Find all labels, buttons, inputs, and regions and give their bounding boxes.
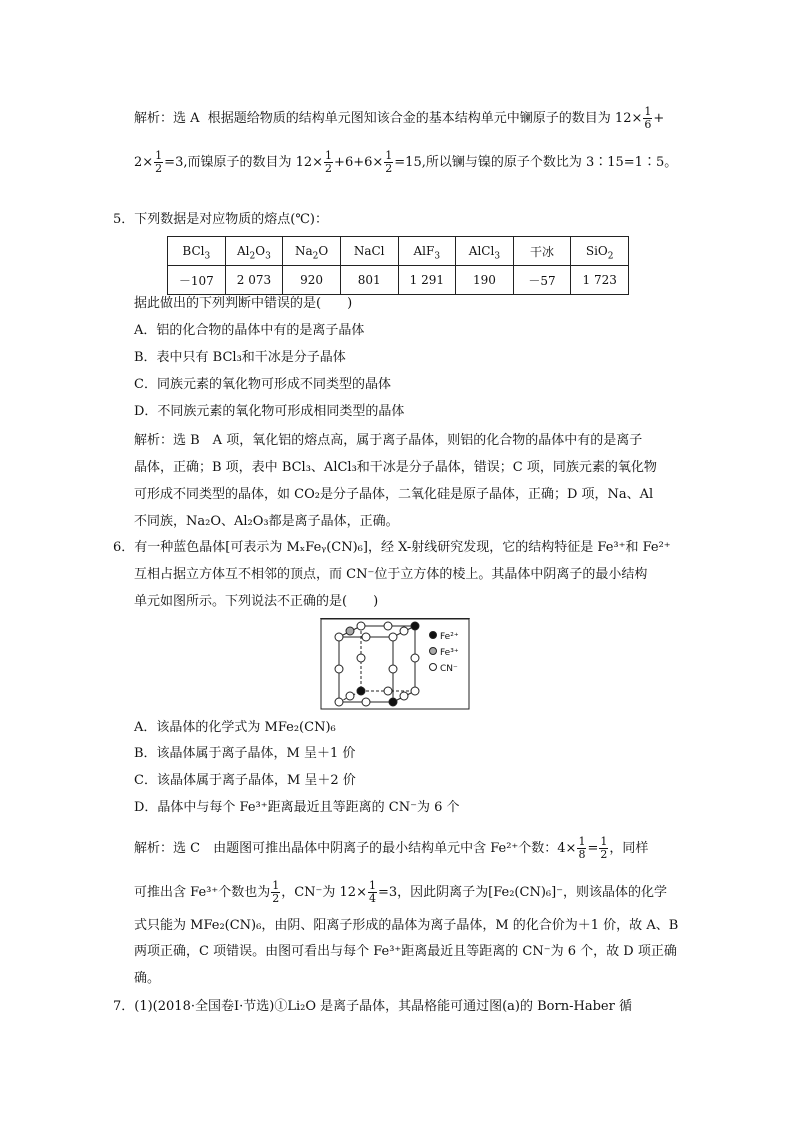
q5-option-a: A．铝的化合物的晶体中有的是离子晶体 (134, 323, 365, 338)
q6-text: 可推出含 Fe³⁺个数也为 (134, 885, 271, 900)
q5-option-c: C．同族元素的氧化物可形成不同类型的晶体 (134, 377, 391, 392)
table-cell: BCl$_3$ (168, 237, 226, 266)
legend-fe3: Fe³⁺ (440, 648, 459, 658)
table-cell: 190 (456, 266, 514, 295)
table-cell: $Na_2O$ (283, 237, 341, 266)
q5-question: 据此做出的下列判断中错误的是( ) (134, 296, 353, 311)
q6-explanation-line-3: 式只能为 MFe₂(CN)₆，由阴、阳离子形成的晶体为离子晶体，M 的化合价为＋1 价，故 A、B (134, 918, 679, 933)
fraction: $\frac{1}{2}$ (155, 149, 163, 175)
table-cell: 1 291 (398, 266, 456, 295)
fe2-legend-icon (430, 632, 437, 639)
q5-option-d: D．不同族元素的氧化物可形成相同类型的晶体 (134, 404, 405, 419)
q4-text: 根据题给物质的结构单元图知该合金的基本结构单元中镧原子的数目为 12× (207, 111, 643, 126)
q4-answer-prefix: 解析：选 A (134, 111, 200, 126)
cn-legend-icon (430, 664, 437, 671)
fe3-legend-icon (430, 648, 437, 655)
q6-explanation-line-5: 确。 (134, 971, 161, 986)
table-row (168, 266, 629, 295)
q5-option-b: B．表中只有 BCl₃和干冰是分子晶体 (134, 350, 346, 365)
fraction: $\frac{1}{2}$ (272, 879, 280, 905)
q6-stem: 单元如图所示。下列说法不正确的是( ) (134, 594, 379, 609)
table-cell: －107 (168, 266, 226, 295)
fraction: $\frac{1}{6}$ (644, 105, 652, 131)
q6-option-c: C．该晶体属于离子晶体，M 呈＋2 价 (134, 773, 356, 788)
q5-explanation: 解析：选 B A 项，氧化铝的熔点高，属于离子晶体，则铝的化合物的晶体中有的是离子 (134, 433, 643, 448)
q6-text: = (587, 841, 599, 856)
table-cell: AlCl$_3$ (456, 237, 514, 266)
table-cell: 801 (340, 266, 398, 295)
q5-stem: 5．下列数据是对应物质的熔点(℃)： (113, 212, 328, 227)
table-cell: 干冰 (513, 237, 571, 266)
fraction: $\frac{1}{2}$ (325, 149, 333, 175)
q6-text: ，CN⁻为 12× (281, 885, 367, 900)
fraction: $\frac{1}{4}$ (368, 879, 376, 905)
fraction: $\frac{1}{2}$ (600, 835, 608, 861)
q6-option-b: B．该晶体属于离子晶体，M 呈＋1 价 (134, 746, 356, 761)
q6-text: 解析：选 C 由题图可推出晶体中阴离子的最小结构单元中含 Fe²⁺个数：4× (134, 841, 577, 856)
fraction: $\frac{1}{2}$ (385, 149, 393, 175)
q6-stem: 互相占据立方体互不相邻的顶点，而 CN⁻位于立方体的棱上。其晶体中阴离子的最小结构 (134, 567, 648, 582)
q4-text: 2× (134, 155, 154, 170)
table-cell: SiO$_2$ (571, 237, 629, 266)
q6-text: ，同样 (609, 841, 649, 856)
crystal-cell-figure (320, 618, 470, 710)
fraction: $\frac{1}{8}$ (578, 835, 586, 861)
q4-text: =15,所以镧与镍的原子个数比为 3∶15=1∶5。 (394, 155, 678, 170)
table-cell: 2 073 (225, 266, 283, 295)
q6-option-a: A．该晶体的化学式为 MFe₂(CN)₆ (134, 720, 336, 735)
q4-text: + (653, 111, 665, 126)
q5-explanation: 可形成不同类型的晶体，如 CO₂是分子晶体，二氧化硅是原子晶体，正确；D 项，Na、Al (134, 487, 654, 502)
q5-explanation: 不同族，Na₂O、Al₂O₃都是离子晶体，正确。 (134, 514, 399, 529)
table-header-row (168, 237, 629, 266)
table-cell: AlF$_3$ (398, 237, 456, 266)
q6-text: =3，因此阴离子为[Fe₂(CN)₆]⁻，则该晶体的化学 (377, 885, 668, 900)
q6-stem: 6．有一种蓝色晶体[可表示为 MₓFeᵧ(CN)₆]，经 X-射线研究发现，它的结构特征是 Fe³⁺和 Fe²⁺ (113, 540, 671, 555)
q6-explanation-line-4: 两项正确，C 项错误。由图可看出与每个 Fe³⁺距离最近且等距离的 CN⁻为 6 个，故 D 项正确 (134, 944, 677, 959)
table-cell: $Al_2O_3$ (225, 237, 283, 266)
q6-option-d: D．晶体中与每个 Fe³⁺距离最近且等距离的 CN⁻为 6 个 (134, 800, 460, 815)
table-cell: 920 (283, 266, 341, 295)
table-cell: NaCl (340, 237, 398, 266)
table-cell: 1 723 (571, 266, 629, 295)
legend-cn: CN⁻ (440, 664, 458, 674)
q6-explanation-line-2 (134, 880, 667, 905)
q4-explanation-line-2 (134, 150, 677, 175)
legend-fe2: Fe²⁺ (440, 632, 459, 642)
q5-explanation: 晶体，正确；B 项，表中 BCl₃、AlCl₃和干冰是分子晶体，错误；C 项，同族元素的氧化物 (134, 460, 657, 475)
q7-stem: 7．(1)(2018·全国卷Ⅰ·节选)①Li₂O 是离子晶体，其晶格能可通过图(a)的 Born-Haber 循 (113, 999, 632, 1014)
q6-explanation-line-1 (134, 836, 648, 861)
melting-point-table (167, 236, 629, 295)
q4-text: =3,而镍原子的数目为 12× (164, 155, 324, 170)
table-cell: －57 (513, 266, 571, 295)
q4-explanation-line-1 (134, 106, 664, 131)
q4-text: +6+6× (334, 155, 384, 170)
